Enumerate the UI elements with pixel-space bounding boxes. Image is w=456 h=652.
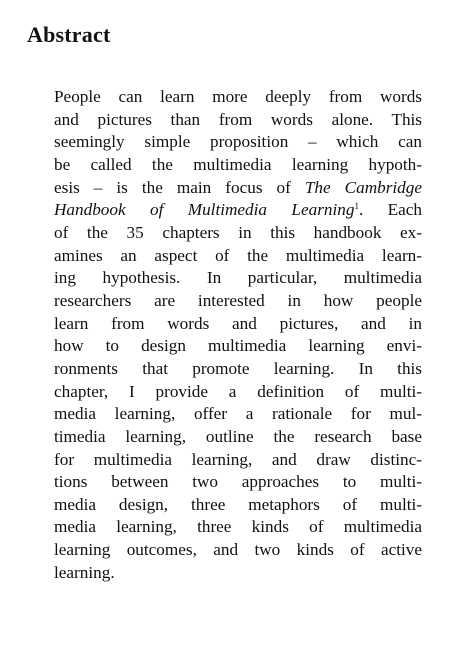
text-line [54, 267, 422, 290]
line-text: chapter, I provide a definition of multi- [54, 381, 422, 401]
line-text: tions between two approaches to multi- [54, 472, 422, 492]
line-text: People can learn more deeply from words [54, 87, 422, 106]
text-line [54, 381, 422, 404]
text-line [54, 290, 422, 313]
text-line [54, 358, 422, 381]
line-text: media learning, three kinds of multimedia [54, 517, 422, 537]
line-text: of the 35 chapters in this handbook ex- [54, 222, 422, 242]
line-text: media learning, offer a rationale for mul- [54, 404, 422, 424]
text-line [54, 154, 422, 177]
text-line [54, 471, 422, 494]
abstract-paragraph [54, 86, 422, 584]
text-line [54, 562, 422, 585]
text-line [54, 426, 422, 449]
text-line [54, 86, 422, 109]
line-text: esis – is the main focus of [54, 177, 305, 197]
line-text: researchers are interested in how people [54, 290, 422, 310]
text-line [54, 449, 422, 472]
line-text: be called the multimedia learning hypoth- [54, 154, 422, 174]
text-line [54, 539, 422, 562]
line-text: timedia learning, outline the research base [54, 426, 422, 446]
text-line [54, 335, 422, 358]
line-text: . Each [358, 200, 422, 220]
line-text: how to design multimedia learning envi- [54, 336, 422, 356]
text-line [54, 313, 422, 336]
line-text: ing hypothesis. In particular, multimedia [54, 268, 422, 288]
text-line [54, 177, 422, 200]
text-line [54, 199, 422, 222]
book-title: Handbook of Multimedia Learning [54, 200, 355, 220]
section-heading: Abstract [27, 22, 111, 47]
line-text: learn from words and pictures, and in [54, 313, 422, 333]
line-text: learning. [54, 562, 115, 582]
text-line [54, 494, 422, 517]
footnote-marker: 1 [354, 201, 359, 212]
text-line [54, 109, 422, 132]
line-text: and pictures than from words alone. This [54, 109, 422, 129]
book-title: The Cambridge [304, 177, 422, 197]
line-text: ronments that promote learning. In this [54, 358, 422, 378]
text-line [54, 222, 422, 245]
text-line [54, 245, 422, 268]
line-text: for multimedia learning, and draw distinc- [54, 449, 422, 469]
line-text: amines an aspect of the multimedia learn- [54, 245, 422, 265]
line-text: learning outcomes, and two kinds of active [54, 540, 422, 560]
text-line [54, 403, 422, 426]
line-text: seemingly simple proposition – which can [54, 132, 422, 152]
text-line [54, 516, 422, 539]
text-line [54, 131, 422, 154]
line-text: media design, three metaphors of multi- [54, 494, 422, 514]
